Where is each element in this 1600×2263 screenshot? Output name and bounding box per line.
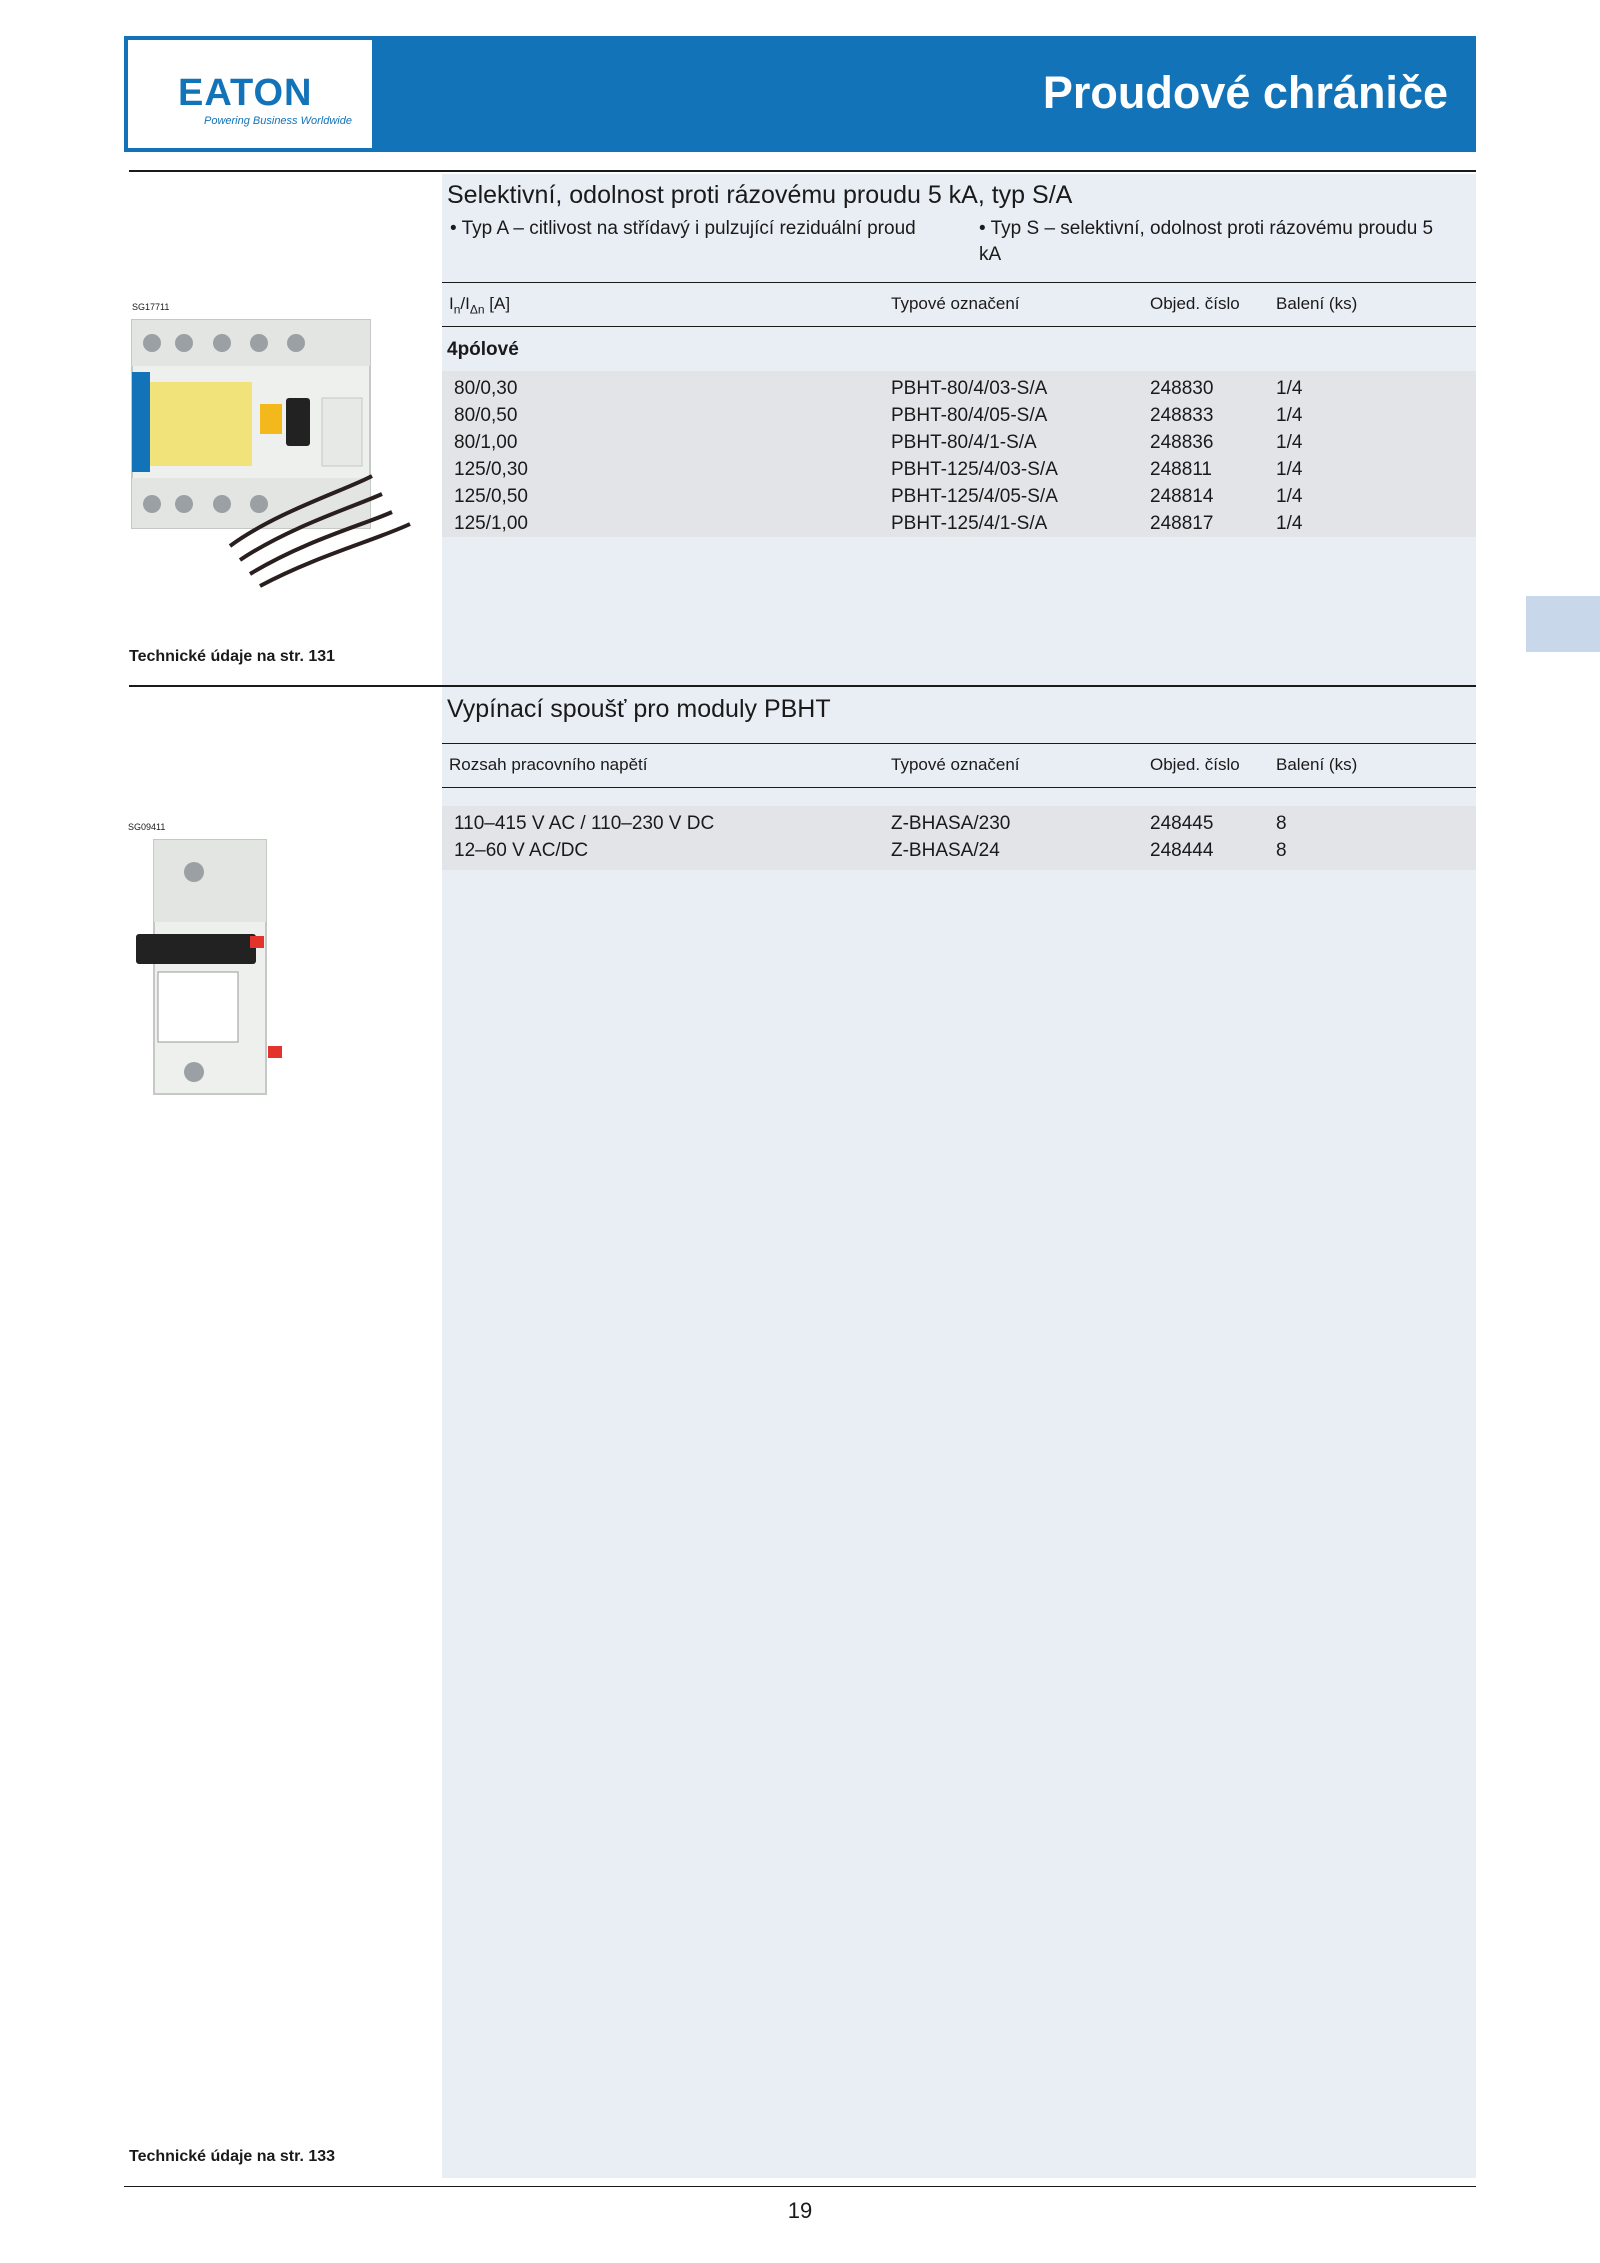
cell-pack: 1/4 <box>1276 459 1303 480</box>
section2-col-pack: Balení (ks) <box>1276 755 1358 774</box>
section2-header-rule-bottom <box>442 787 1476 788</box>
page-title: Proudové chrániče <box>1042 67 1448 118</box>
cell-pack: 1/4 <box>1276 513 1303 534</box>
cell-type: PBHT-125/4/1-S/A <box>891 513 1048 534</box>
section2-col-type: Typové označení <box>891 755 1020 774</box>
cell-type: PBHT-80/4/03-S/A <box>891 378 1048 399</box>
section2-table <box>442 806 1476 870</box>
section1-header-rule-top <box>442 282 1476 283</box>
section2-top-rule <box>129 685 1476 687</box>
section2-title: Vypínací spoušť pro moduly PBHT <box>447 695 831 723</box>
section1-col-rating: $I_n/I_{\Delta n}$ [A] <box>449 294 511 317</box>
cell-type: PBHT-125/4/03-S/A <box>891 459 1058 480</box>
section1-bullet-a: • Typ A – citlivost na střídavý i pulzující reziduální proud <box>450 218 916 239</box>
cell-rating: 80/0,30 <box>454 378 518 399</box>
cell-order: 248814 <box>1150 486 1214 507</box>
page-header <box>124 36 1476 152</box>
section1-title: Selektivní, odolnost proti rázovému proudu 5 kA, typ S/A <box>447 181 1073 209</box>
cell-order: 248444 <box>1150 840 1214 861</box>
section2-col-range: Rozsah pracovního napětí <box>449 755 648 774</box>
section2-tech-link[interactable]: Technické údaje na str. 133 <box>129 2148 336 2165</box>
cell-pack: 1/4 <box>1276 405 1303 426</box>
footer-rule <box>124 2186 1476 2187</box>
table-row[interactable] <box>442 402 1476 429</box>
section1-col-pack: Balení (ks) <box>1276 294 1358 313</box>
cell-pack: 1/4 <box>1276 378 1303 399</box>
section1-tech-link[interactable]: Technické údaje na str. 131 <box>129 648 336 665</box>
table-row[interactable] <box>442 510 1476 537</box>
cell-pack: 8 <box>1276 840 1287 861</box>
section2-image-code: SG09411 <box>128 822 166 832</box>
cell-type: Z-BHASA/24 <box>891 840 1000 861</box>
section1-bullet-s: • Typ S – selektivní, odolnost proti rázovému proudu 5 kA <box>979 218 1434 265</box>
table-row[interactable] <box>442 810 1476 837</box>
cell-pack: 1/4 <box>1276 432 1303 453</box>
cell-pack: 1/4 <box>1276 486 1303 507</box>
cell-range: 12–60 V AC/DC <box>454 840 589 861</box>
table-row[interactable] <box>442 456 1476 483</box>
cell-rating: 125/0,30 <box>454 459 528 480</box>
section1-top-rule <box>129 170 1476 172</box>
cell-order: 248833 <box>1150 405 1214 426</box>
section1-col-order: Objed. číslo <box>1150 294 1240 313</box>
cell-order: 248817 <box>1150 513 1214 534</box>
cell-order: 248830 <box>1150 378 1214 399</box>
logo-wordmark: EATON <box>178 72 313 114</box>
cell-rating: 80/1,00 <box>454 432 518 453</box>
cell-rating: 80/0,50 <box>454 405 518 426</box>
section1-header-rule-bottom <box>442 326 1476 327</box>
table-row[interactable] <box>442 837 1476 864</box>
cell-type: PBHT-80/4/05-S/A <box>891 405 1048 426</box>
cell-type: PBHT-125/4/05-S/A <box>891 486 1058 507</box>
chapter-tab[interactable] <box>1526 596 1600 652</box>
cell-type: PBHT-80/4/1-S/A <box>891 432 1037 453</box>
cell-order: 248811 <box>1150 459 1212 480</box>
section1-table <box>442 371 1476 537</box>
cell-pack: 8 <box>1276 813 1287 834</box>
section1-group-label: 4pólové <box>447 339 519 360</box>
cell-order: 248836 <box>1150 432 1214 453</box>
cell-rating: 125/1,00 <box>454 513 528 534</box>
shunt-trip-product-image <box>128 836 288 1102</box>
eaton-logo <box>128 40 372 148</box>
table-row[interactable] <box>442 375 1476 402</box>
cell-type: Z-BHASA/230 <box>891 813 1011 834</box>
table-row[interactable] <box>442 483 1476 510</box>
rcd-product-image <box>126 312 426 590</box>
cell-order: 248445 <box>1150 813 1214 834</box>
section1-col-type: Typové označení <box>891 294 1020 313</box>
logo-tagline: Powering Business Worldwide <box>204 115 352 127</box>
section2-header-rule-top <box>442 743 1476 744</box>
cell-range: 110–415 V AC / 110–230 V DC <box>454 813 715 834</box>
table-row[interactable] <box>442 429 1476 456</box>
section1-image-code: SG17711 <box>132 302 170 312</box>
section2-col-order: Objed. číslo <box>1150 755 1240 774</box>
cell-rating: 125/0,50 <box>454 486 528 507</box>
page-number: 19 <box>787 2198 813 2223</box>
